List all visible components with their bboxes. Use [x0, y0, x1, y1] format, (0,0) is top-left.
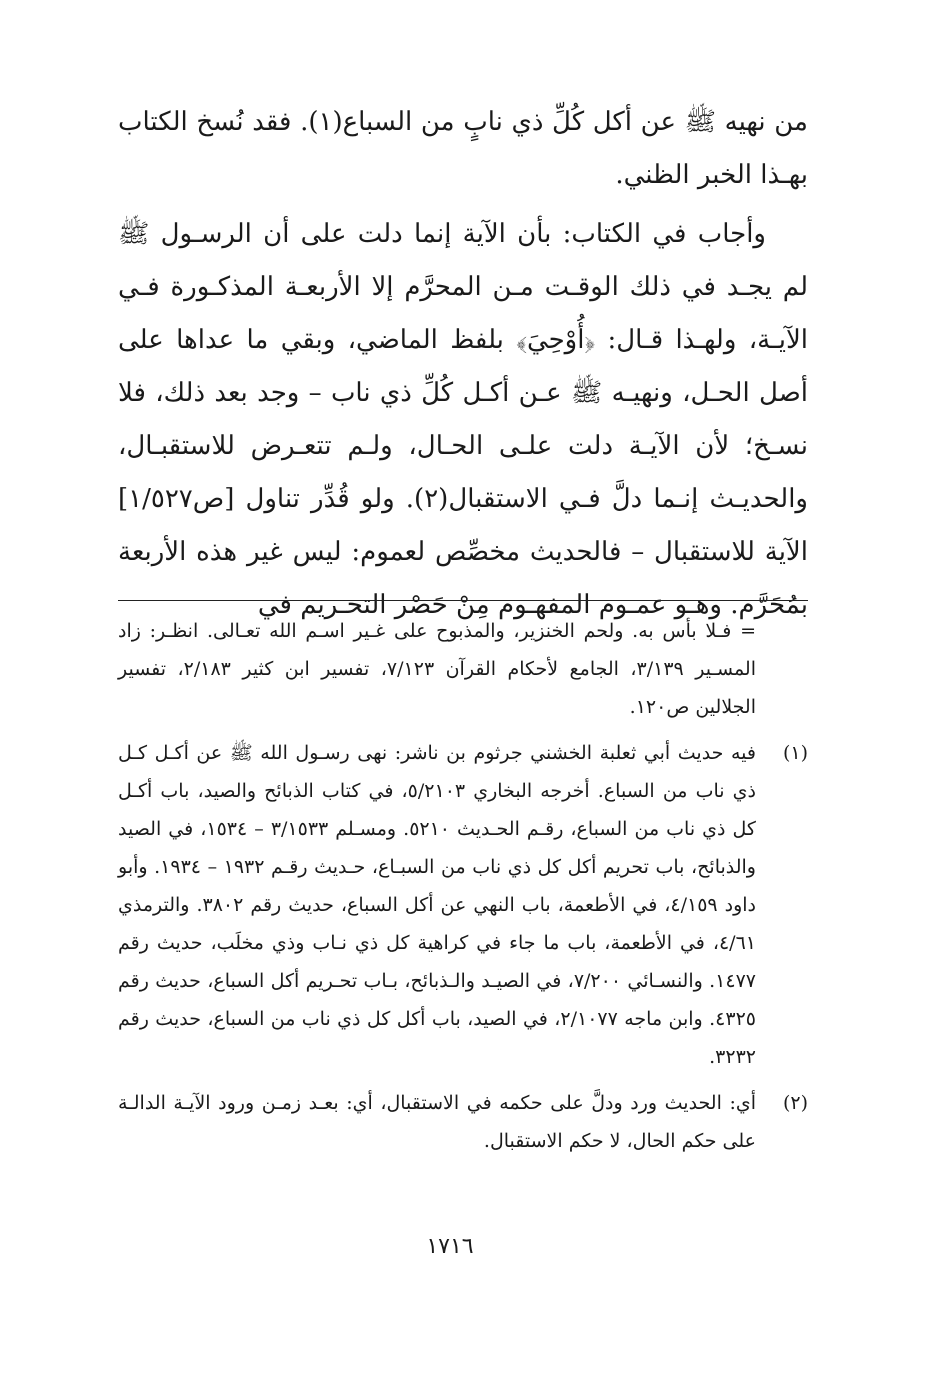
main-paragraph-2: وأجاب في الكتاب: بأن الآية إنما دلت على أن الرسـول ﷺ لم يجـد في ذلك الوقـت مـن المحرَّم إلا الأربعـة المذكـورة فـي الآيـة، ولهـذا قـال: ﴿أُوْحِيَ﴾ بلفظ الماضي، وبقي ما عداها على أصل الحـل، ونهيـه ﷺ عـن أكـل كُلِّ ذي ناب – وجد بعد ذلك، فلا نسـخ؛ لأن الآيـة دلت علـى الحـال، ولـم تتعـرض للاستقبـال، والحديـث إنـما دلَّ فـي الاستقبال(٢). ولو قُدِّر تناول [ص١/٥٢٧] الآية للاستقبال – فالحديث مخصِّص لعموم: ليس غير هذه الأربعة بمُحَرَّم. وهـو عمـوم المفهـوم مِنْ حَصْر التحـريم في	[118, 219, 808, 620]
main-paragraph-1: من نهيه ﷺ عن أكل كُلِّ ذي نابٍ من السباع(١). فقد نُسخ الكتاب بهـذا الخبر الظني.	[118, 107, 808, 190]
footnote-text: فيه حديث أبي ثعلبة الخشني جرثوم بن ناشر: نهى رسـول الله ﷺ عن أكـل كـل ذي ناب من السباع. أخرجه البخاري ٥/٢١٠٣، في كتاب الذبائح والصيد، باب أكـل كل ذي ناب من السباع، رقـم الحـديث ٥٢١٠. ومسـلم ٣/١٥٣٣ – ١٥٣٤، في الصيد والذبائح، باب تحريم أكل كل ذي ناب من السبـاع، حـديث رقـم ١٩٣٢ – ١٩٣٤. وأبو داود ٤/١٥٩، في الأطعمة، باب النهي عن أكل السباع، حديث رقم ٣٨٠٢. والترمذي ٤/٦١، في الأطعمة، باب ما جاء في كراهية كل ذي نـاب وذي مخلَب، حديث رقم ١٤٧٧. والنسـائي ٧/٢٠٠، في الصيـد والـذبائح، بـاب تحـريم أكل السباع، حديث رقم ٤٣٢٥. وابن ماجه ٢/١٠٧٧، في الصيد، باب أكل كل ذي ناب من السباع، حديث رقم ٣٢٣٢.	[118, 742, 757, 1068]
page-number: ١٧١٦	[426, 1234, 474, 1259]
footnote-number: (٢)	[782, 1092, 808, 1114]
footnote-1	[118, 734, 808, 1076]
footnote-text: = فـلا بأس به. ولحم الخنزير، والمذبوح على غـير اسـم الله تعـالى. انظـر: زاد المسـير ٣/١٣٩، الجامع لأحكام القرآن ٧/١٢٣، تفسير ابن كثير ٢/١٨٣، تفسير الجلالين ص١٢٠.	[118, 620, 756, 718]
footnote-2	[118, 1084, 808, 1160]
main-text-block	[118, 96, 808, 632]
footnotes-section	[118, 612, 808, 1168]
footnote-text: أي: الحديث ورد ودلَّ على حكمه في الاستقبال، أي: بعـد زمـن ورود الآيـة الدالـة على حكم الحال، لا حكم الاستقبال.	[118, 1092, 756, 1152]
footnote-number	[756, 612, 808, 726]
footnote-divider	[118, 600, 808, 601]
footnote-continued	[118, 612, 808, 726]
footnote-number: (١)	[782, 742, 808, 764]
